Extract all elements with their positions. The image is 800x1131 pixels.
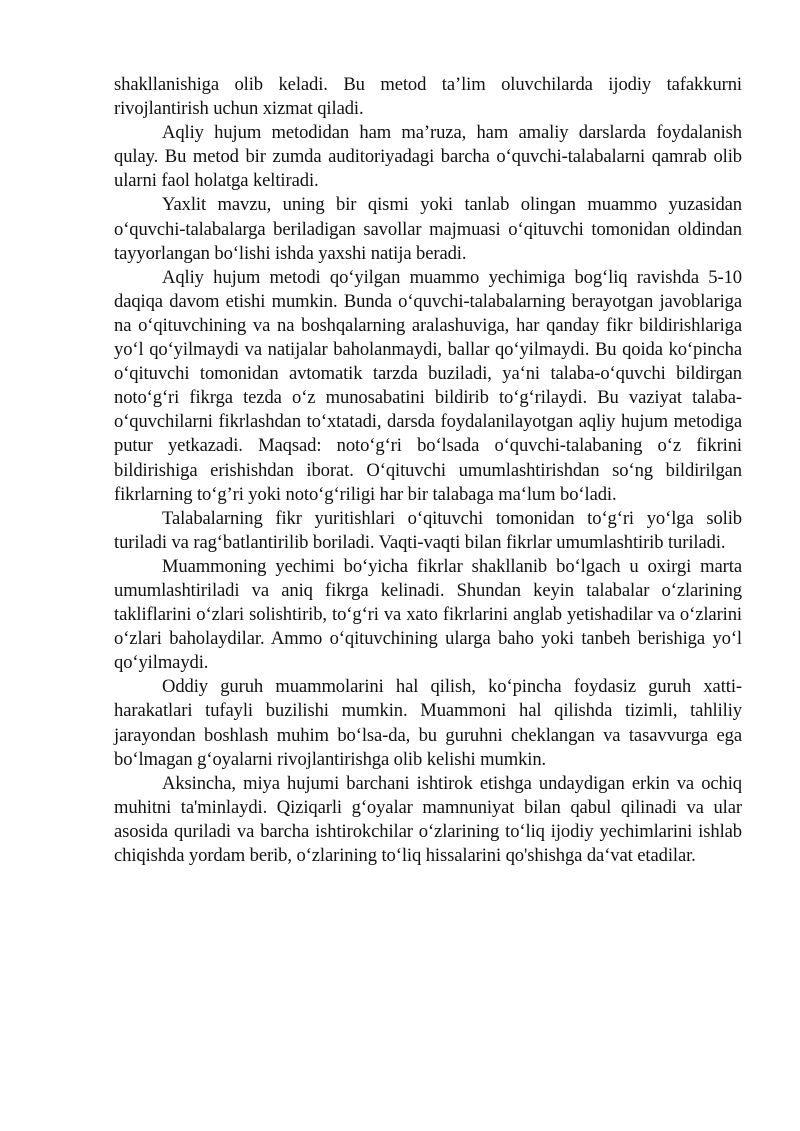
paragraph: Yaxlit mavzu, uning bir qismi yoki tanlab olingan muammo yuzasidan o‘quvchi-talabalarga beriladigan savollar majmuasi o‘qituvchi tomonidan oldindan tayyorlangan bo‘lishi ishda yaxshi natija beradi. [114, 194, 742, 264]
document-page [114, 73, 742, 868]
paragraph: Talabalarning fikr yuritishlari o‘qituvchi tomonidan to‘g‘ri yo‘lga solib turiladi va rag‘batlantirilib boriladi. Vaqti-vaqti bilan fikrlar umumlashtirib turiladi. [114, 507, 742, 553]
paragraph: Aksincha, miya hujumi barchani ishtirok etishga undaydigan erkin va ochiq muhitni ta'minlaydi. Qiziqarli g‘oyalar mamnuniyat bilan qabul qilinadi va ular asosida quriladi va barcha ishtirokchilar o‘zlarining to‘liq ijodiy yechimlarini ishlab chiqishda yordam berib, o‘zlarining to‘liq hissalarini qo'shishga da‘vat etadilar. [114, 772, 742, 866]
paragraph: Muammoning yechimi bo‘yicha fikrlar shakllanib bo‘lgach u oxirgi marta umumlashtiriladi va aniq fikrga kelinadi. Shundan keyin talabalar o‘zlarining takliflarini o‘zlari solishtirib, to‘g‘ri va xato fikrlarini anglab yetishadilar va o‘zlarini o‘zlari baholaydilar. Ammo o‘qituvchining ularga baho yoki tanbeh berishiga yo‘l qo‘yilmaydi. [114, 555, 742, 674]
paragraph-continued: shakllanishiga olib keladi. Bu metod ta’lim oluvchilarda ijodiy tafakkurni rivojlantirish uchun xizmat qiladi. [114, 74, 742, 120]
paragraph: Oddiy guruh muammolarini hal qilish, ko‘pincha foydasiz guruh xatti-harakatlari tufayli buzilishi mumkin. Muammoni hal qilishda tizimli, tahliliy jarayondan boshlash muhim bo‘lsa-da, bu guruhni cheklangan va tasavvurga ega boʻlmagan g‘oyalarni rivojlantirishga olib kelishi mumkin. [114, 676, 742, 770]
paragraph: Aqliy hujum metodidan ham ma’ruza, ham amaliy darslarda foydalanish qulay. Bu metod bir zumda auditoriyadagi barcha o‘quvchi-talabalarni qamrab olib ularni faol holatga keltiradi. [114, 122, 742, 192]
paragraph: Aqliy hujum metodi qo‘yilgan muammo yechimiga bog‘liq ravishda 5-10 daqiqa davom etishi mumkin. Bunda o‘quvchi-talabalarning berayotgan javoblariga na o‘qituvchining va na boshqalarning aralashuviga, har qanday fikr bildirishlariga yo‘l qo‘yilmaydi va natijalar baholanmaydi, ballar qo‘yilmaydi. Bu qoida ko‘pincha o‘qituvchi tomonidan avtomatik tarzda buziladi, ya‘ni talaba-o‘quvchi bildirgan noto‘g‘ri fikrga tezda o‘z munosabatini bildirib to‘g‘rilaydi. Bu vaziyat talaba-o‘quvchilarni fikrlashdan to‘xtatadi, darsda foydalanilayotgan aqliy hujum metodiga putur yetkazadi. Maqsad: noto‘g‘ri bo‘lsada o‘quvchi-talabaning o‘z fikrini bildirishiga erishishdan iborat. O‘qituvchi umumlashtirishdan so‘ng bildirilgan fikrlarning to‘g’ri yoki noto‘g‘riligi har bir talabaga ma‘lum bo‘ladi. [114, 266, 742, 505]
